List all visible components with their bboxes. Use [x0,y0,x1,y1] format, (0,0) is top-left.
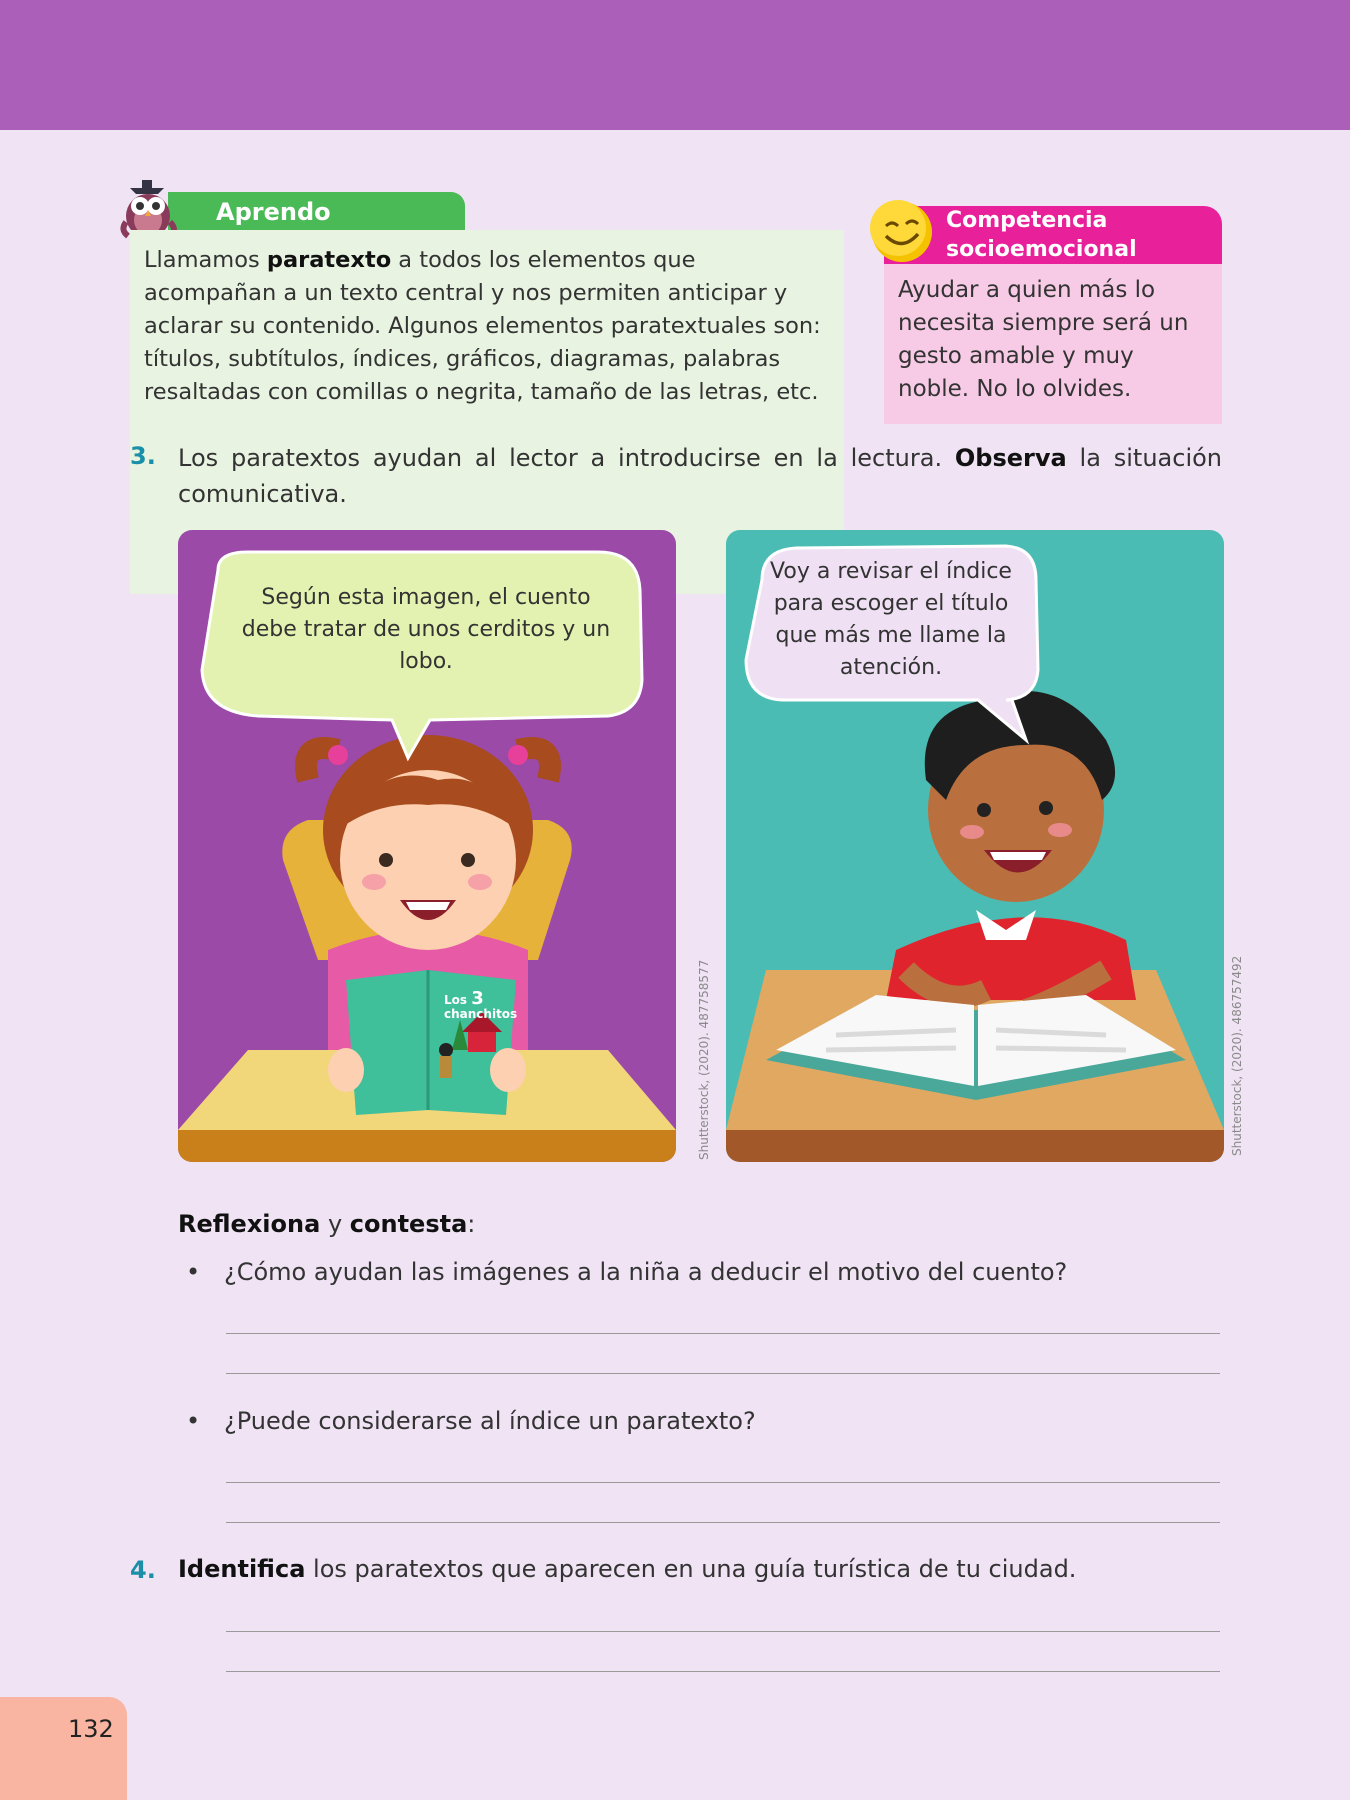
book-cover-title [444,988,518,1021]
answer-line-2a[interactable] [226,1482,1220,1483]
answer-line-1b[interactable] [226,1373,1220,1374]
header-band [0,0,1350,130]
book-cover-number: 3 [471,988,484,1009]
illustration-girl-panel [178,530,676,1162]
aprendo-text-1: Llamamos [144,247,267,273]
bullet-1: • [186,1258,201,1286]
smiley-icon [868,196,936,264]
item-4-text [178,1555,1076,1583]
reflexiona-connector: y [320,1210,350,1238]
question-1: ¿Cómo ayudan las imágenes a la niña a deducir el motivo del cuento? [224,1258,1068,1286]
book-cover-los: Los [444,993,468,1007]
page-number: 132 [68,1715,114,1743]
book-cover-word: chanchitos [444,1007,518,1021]
image-credit-left: Shutterstock, (2020). 487758577 [697,959,711,1160]
image-credit-right: Shutterstock, (2020). 486757492 [1230,955,1244,1156]
aprendo-bold-term: paratexto [266,247,392,273]
item-4-text-rest: los paratextos que aparecen en una guía turística de tu ciudad. [305,1555,1077,1583]
girl-speech-text: Según esta imagen, el cuento debe tratar de unos cerditos y un lobo. [241,585,611,674]
aprendo-header [168,192,465,232]
bullet-2: • [186,1407,201,1435]
question-2: ¿Puede considerarse al índice un paratexto? [224,1407,756,1435]
page-number-tab [0,1697,127,1800]
answer-line-4b[interactable] [226,1671,1220,1672]
item-3-text-2: la situación comunicativa. [178,444,1223,508]
competencia-text: Ayudar a quien más lo necesita siempre será un gesto amable y muy noble. No lo olvides. [884,264,1222,424]
item-3-bold-verb: Observa [954,444,1067,472]
item-4-number: 4. [130,1556,156,1584]
item-3-text [178,440,1222,512]
boy-speech-text: Voy a revisar el índice para escoger el título que más me llame la atención. [770,559,1012,680]
answer-line-4a[interactable] [226,1631,1220,1632]
answer-line-2b[interactable] [226,1522,1220,1523]
competencia-title-line1: Competencia [946,208,1108,233]
answer-line-1a[interactable] [226,1333,1220,1334]
reflexiona-heading [178,1210,475,1238]
item-3-text-1: Los paratextos ayudan al lector a introducirse en la lectura. [178,444,955,472]
reflexiona-verb-1: Reflexiona [178,1210,321,1238]
competencia-title-line2: socioemocional [946,237,1137,262]
aprendo-text-2: a todos los elementos que acompañan a un texto central y nos permiten anticipar y aclarar su contenido. Algunos elementos paratextuales son: títulos, subtítulos, índices, gráficos, diagramas, palabras resaltadas con comillas o negrita, tamaño de las letras, etc. [144,247,821,405]
reflexiona-verb-2: contesta [349,1210,468,1238]
illustration-boy-panel [726,530,1224,1162]
aprendo-title: Aprendo [216,198,331,226]
item-3-number: 3. [130,442,156,470]
reflexiona-colon: : [467,1210,476,1238]
item-4-bold-verb: Identifica [178,1555,306,1583]
